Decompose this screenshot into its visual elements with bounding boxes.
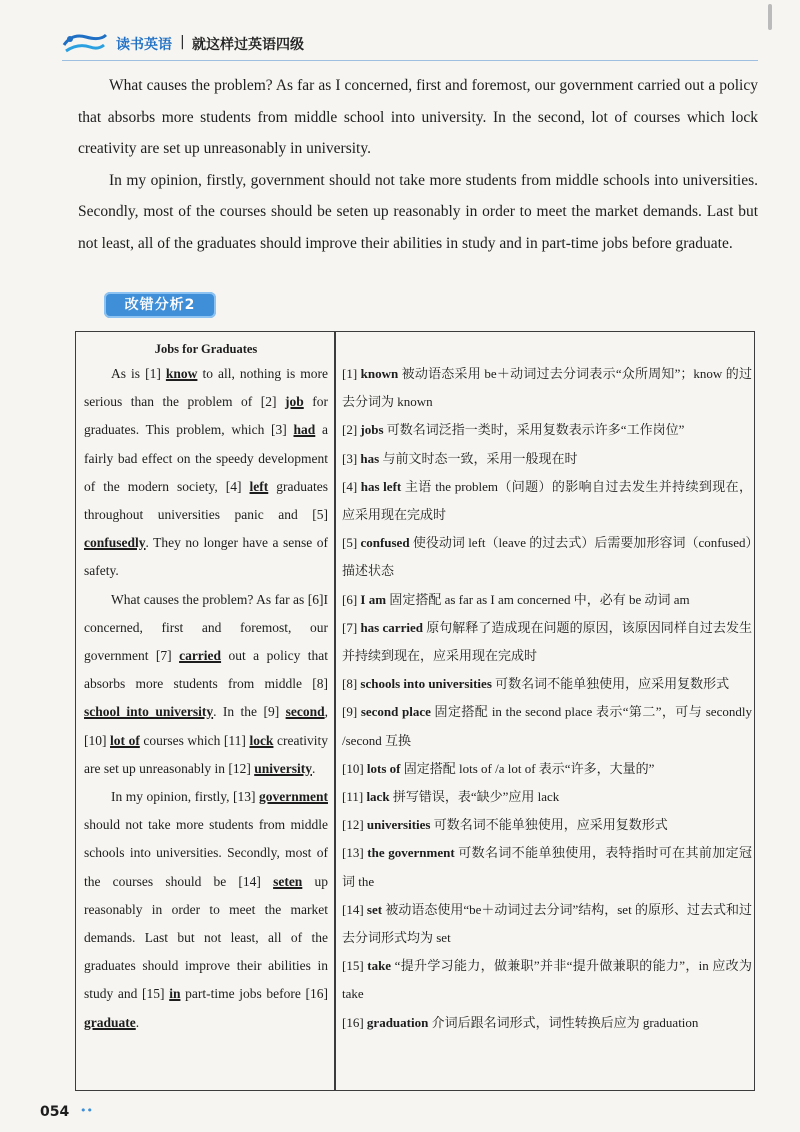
correction-note: [11] lack 拼写错误，表“缺少”应用 lack <box>342 789 560 805</box>
correction-note: [8] schools into universities 可数名词不能单独使用，应采用复数形式 <box>342 676 730 692</box>
error-word: school into university <box>84 704 214 720</box>
table-divider <box>334 332 336 1090</box>
correct-form: I am <box>360 591 387 607</box>
error-word: government <box>259 789 328 805</box>
original-essay-column <box>84 338 328 1037</box>
correct-form: known <box>360 366 399 381</box>
error-word: lock <box>249 732 274 748</box>
error-word: left <box>249 478 269 494</box>
error-word: in <box>169 986 181 1002</box>
correction-note: [6] I am 固定搭配 as far as I am concerned 中，必有 be 动词 am <box>342 591 690 607</box>
error-word: lot of <box>110 732 140 748</box>
brand-name: 读书英语 <box>116 37 172 53</box>
correct-form: set <box>366 901 383 917</box>
header-separator: | <box>180 34 185 50</box>
correct-form: graduation <box>366 1014 429 1030</box>
correction-notes-column <box>342 360 752 1037</box>
error-word: had <box>293 422 316 438</box>
correct-form: has <box>360 450 380 466</box>
error-word: know <box>165 366 198 381</box>
page-header <box>62 28 762 60</box>
correction-table <box>75 331 755 1091</box>
correction-note: [9] second place 固定搭配 in the second place 表示“第二”，可与 secondly /second 互换 <box>342 704 752 748</box>
section-tag: 改错分析2 <box>104 292 216 318</box>
correction-note: [14] set 被动语态使用“be＋动词过去分词”结构，set 的原形、过去式和过去分词形式均为 set <box>342 901 752 946</box>
correct-form: confused <box>360 535 410 551</box>
brand-logo-icon <box>62 31 108 55</box>
correction-note: [5] confused 使役动词 left（leave 的过去式）后需要加形容词（confused）描述状态 <box>342 535 752 579</box>
essay-paragraph: In my opinion, firstly, [13] government should not take more students from middle schools into universities. Secondly, most of the courses should be [14] seten up reasonably in order to meet the market demands. Last but not least, all of the graduates should improve their abilities in study and [15] in part-time jobs before [16] graduate. <box>84 789 328 1030</box>
correction-note: [16] graduation 介词后跟名词形式，词性转换后应为 graduation <box>342 1014 699 1030</box>
page-corner-mark <box>768 4 772 30</box>
correct-form: has carried <box>360 619 423 635</box>
correct-form: lack <box>366 789 390 805</box>
correct-form: jobs <box>360 422 384 438</box>
essay-title: Jobs for Graduates <box>154 342 258 356</box>
correction-note: [12] universities 可数名词不能单独使用，应采用复数形式 <box>342 817 668 833</box>
essay-text <box>78 70 758 259</box>
essay-paragraph: What causes the problem? As far as [6]I concerned, first and foremost, our government [7] carried out a policy that absorbs more students from middle [8] school into university. In the [9] second, [10] lot of courses which [11] lock creativity are set up unreasonably in [12] university. <box>84 591 328 776</box>
correct-form: the government <box>367 845 455 861</box>
correct-form: has left <box>360 478 402 494</box>
correct-form: universities <box>366 817 431 833</box>
correction-note: [7] has carried 原句解释了造成现在问题的原因，该原因同样自过去发生并持续到现在，应采用现在完成时 <box>342 619 752 664</box>
correction-note: [3] has 与前文时态一致，采用一般现在时 <box>342 450 578 466</box>
correction-note: [10] lots of 固定搭配 lots of /a lot of 表示“许多，大量的” <box>342 760 655 776</box>
error-word: job <box>284 394 304 410</box>
correction-note: [13] the government 可数名词不能单独使用，表特指时可在其前加定冠词 the <box>342 845 752 889</box>
correct-form: lots of <box>366 760 401 776</box>
essay-paragraph: What causes the problem? As far as I concerned, first and foremost, our government carried out a policy that absorbs more students from middle school into university. In the second, lot of courses which lock creativity are set up unreasonably in university. <box>78 77 758 157</box>
correction-note: [15] take “提升学习能力，做兼职”并非“提升做兼职的能力”，in 应改为 take <box>342 958 752 1002</box>
error-word: seten <box>273 873 303 889</box>
correct-form: second place <box>360 704 431 720</box>
error-word: graduate <box>84 1014 136 1030</box>
error-word: confusedly <box>84 535 146 551</box>
essay-paragraph: As is [1] know to all, nothing is more serious than the problem of [2] job for graduates. This problem, which [3] had a fairly bad effect on the speedy development of the modern society, [4] left graduates throughout universities panic and [5] confusedly. They no longer have a sense of safety. <box>84 366 328 579</box>
essay-paragraph: In my opinion, firstly, government should not take more students from middle schools into universities. Secondly, most of the courses should be seten up reasonably in order to meet the market demands. Last but not least, all of the graduates should improve their abilities in study and in part-time jobs before graduate. <box>78 171 758 252</box>
book-subtitle: 就这样过英语四级 <box>192 37 304 53</box>
error-word: second <box>285 704 325 720</box>
correct-form: take <box>367 958 392 974</box>
correction-note: [2] jobs 可数名词泛指一类时，采用复数表示许多“工作岗位” <box>342 422 685 438</box>
header-rule <box>62 60 758 61</box>
error-word: carried <box>179 648 222 664</box>
correction-note: [4] has left 主语 the problem（问题）的影响自过去发生并持续到现在，应采用现在完成时 <box>342 478 752 523</box>
correction-note: [1] known 被动语态采用 be＋动词过去分词表示“众所周知”；know 的过去分词为 known <box>342 366 752 410</box>
error-word: university <box>254 760 312 776</box>
page-number: 054 <box>40 1104 70 1120</box>
correct-form: schools into universities <box>360 676 492 692</box>
page-dots: •• <box>80 1104 93 1117</box>
